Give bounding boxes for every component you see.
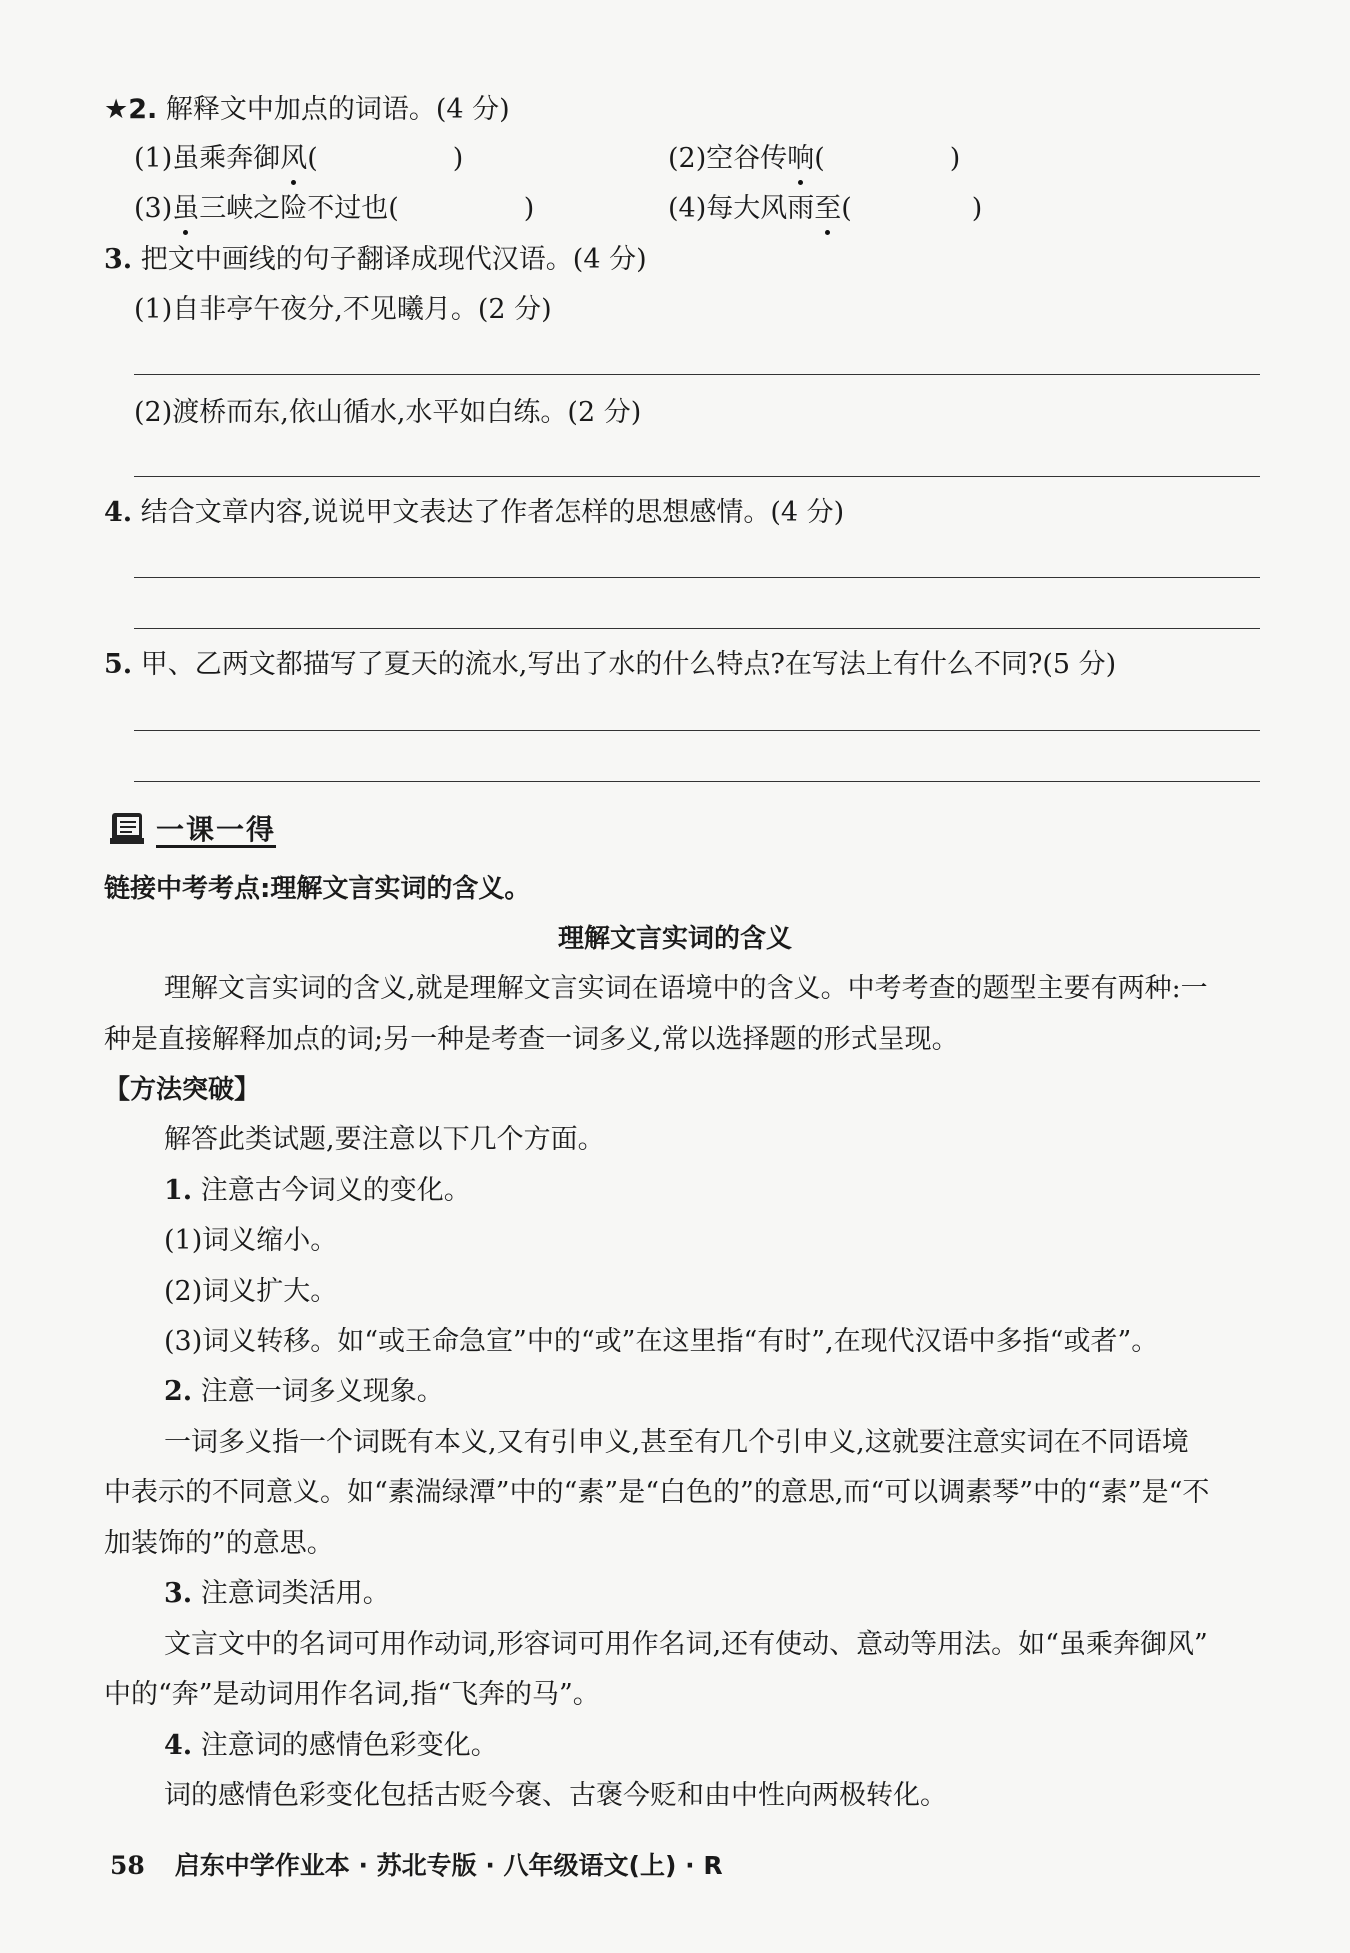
- point-2: [164, 1374, 444, 1410]
- point-1-a: (1)词义缩小。: [164, 1225, 338, 1256]
- point-4-body: 词的感情色彩变化包括古贬今褒、古褒今贬和由中性向两极转化。: [164, 1780, 947, 1811]
- point-number: 4.: [164, 1730, 193, 1761]
- q2-item-2: [668, 141, 960, 177]
- point-1-b: (2)词义扩大。: [164, 1276, 338, 1307]
- point-1: [164, 1173, 471, 1209]
- item-text: 虽乘奔御: [172, 143, 281, 174]
- item-text: 空谷传: [706, 143, 788, 174]
- dotted-word: 风: [280, 141, 307, 177]
- question-3-number: 3.: [104, 244, 133, 275]
- dotted-word: 虽: [172, 191, 199, 227]
- item-text: ): [949, 143, 961, 174]
- intro-paragraph: 理解文言实词的含义,就是理解文言实词在语境中的含义。中考考查的题型主要有两种:一: [164, 973, 1208, 1004]
- item-text: ): [971, 193, 983, 224]
- point-3: [164, 1576, 390, 1612]
- point-number: 3.: [164, 1578, 193, 1609]
- item-text: (: [307, 143, 318, 174]
- item-label: (3): [134, 193, 173, 224]
- point-1-c: (3)词义转移。如“或王命急宣”中的“或”在这里指“有时”,在现代汉语中多指“或者”。: [164, 1326, 1159, 1357]
- question-3-text: 把文中画线的句子翻译成现代汉语。(4 分): [140, 244, 647, 275]
- book-icon: [108, 808, 148, 848]
- item-text: 每大风雨: [706, 193, 815, 224]
- item-text: 三峡之险不过也(: [199, 193, 399, 224]
- point-number: 1.: [164, 1175, 193, 1206]
- method-intro: 解答此类试题,要注意以下几个方面。: [164, 1124, 605, 1155]
- intro-paragraph: 种是直接解释加点的词;另一种是考查一词多义,常以选择题的形式呈现。: [104, 1024, 959, 1055]
- point-text: 注意词的感情色彩变化。: [200, 1730, 498, 1761]
- dotted-word: 至: [814, 191, 841, 227]
- point-text: 注意词类活用。: [200, 1578, 390, 1609]
- point-2-body: 加装饰的”的意思。: [104, 1528, 334, 1559]
- item-label: (1): [134, 143, 173, 174]
- q2-item-3: [134, 191, 534, 227]
- section-title: 一课一得: [156, 813, 277, 846]
- q2-item-1: [134, 141, 463, 177]
- item-text: ): [523, 193, 535, 224]
- item-text: (: [814, 143, 825, 174]
- q2-item-4: [668, 191, 982, 227]
- item-label: (2): [668, 143, 707, 174]
- question-2: [104, 92, 510, 128]
- question-5-text: 甲、乙两文都描写了夏天的流水,写出了水的什么特点?在写法上有什么不同?(5 分): [140, 649, 1117, 680]
- question-4-text: 结合文章内容,说说甲文表达了作者怎样的思想感情。(4 分): [140, 497, 845, 528]
- answer-line[interactable]: [134, 476, 1260, 477]
- topic-heading: 理解文言实词的含义: [557, 924, 792, 954]
- dotted-word: 响: [787, 141, 814, 177]
- question-2-text: 解释文中加点的词语。(4 分): [165, 94, 510, 125]
- answer-line[interactable]: [134, 628, 1260, 629]
- question-4-number: 4.: [104, 497, 133, 528]
- point-3-body: 文言文中的名词可用作动词,形容词可用作名词,还有使动、意动等用法。如“虽乘奔御风”: [164, 1629, 1208, 1660]
- question-3: [104, 242, 647, 278]
- q3-sub-1: (1)自非亭午夜分,不见曦月。(2 分): [134, 294, 552, 325]
- question-2-number: ★2.: [104, 94, 158, 125]
- exam-link: 链接中考考点:理解文言实词的含义。: [104, 874, 531, 904]
- answer-line[interactable]: [134, 781, 1260, 782]
- question-5: [104, 647, 1116, 683]
- question-4: [104, 495, 844, 531]
- answer-line[interactable]: [134, 577, 1260, 578]
- point-2-body: 一词多义指一个词既有本义,又有引申义,甚至有几个引申义,这就要注意实词在不同语境: [164, 1427, 1189, 1458]
- point-text: 注意一词多义现象。: [200, 1376, 444, 1407]
- answer-line[interactable]: [134, 374, 1260, 375]
- item-text: (: [841, 193, 852, 224]
- item-text: ): [452, 143, 464, 174]
- question-5-number: 5.: [104, 649, 133, 680]
- answer-line[interactable]: [134, 730, 1260, 731]
- q3-sub-2: (2)渡桥而东,依山循水,水平如白练。(2 分): [134, 397, 642, 428]
- point-2-body: 中表示的不同意义。如“素湍绿潭”中的“素”是“白色的”的意思,而“可以调素琴”中的“素”是“不: [104, 1477, 1210, 1508]
- point-3-body: 中的“奔”是动词用作名词,指“飞奔的马”。: [104, 1679, 600, 1710]
- page-number: 58: [110, 1851, 145, 1880]
- item-label: (4): [668, 193, 707, 224]
- page-footer: [110, 1850, 723, 1882]
- book-title: 启东中学作业本 · 苏北专版 · 八年级语文(上) · R: [174, 1851, 723, 1880]
- method-heading: 【方法突破】: [104, 1075, 261, 1105]
- section-header: [108, 806, 276, 850]
- point-number: 2.: [164, 1376, 193, 1407]
- point-text: 注意古今词义的变化。: [200, 1175, 471, 1206]
- point-4: [164, 1728, 498, 1764]
